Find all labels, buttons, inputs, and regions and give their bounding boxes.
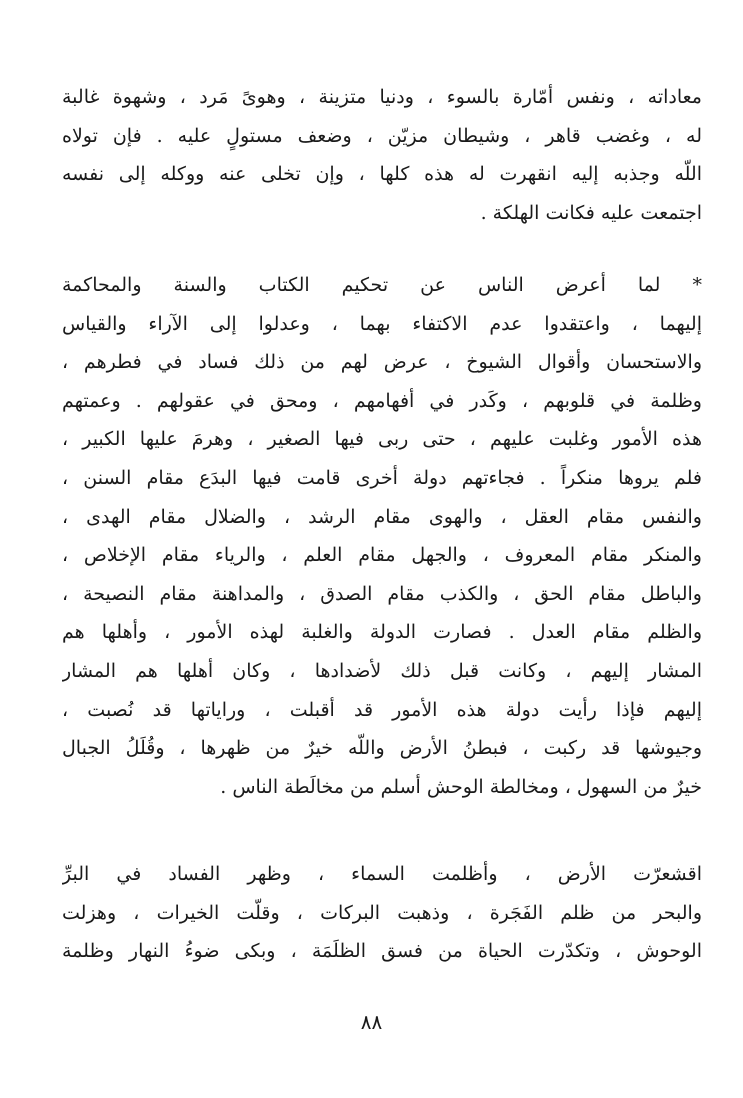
text-line: والمنكر مقام المعروف ، والجهل مقام العلم ، والرياء مقام الإخلاص ، <box>62 544 702 567</box>
text-line: إليهما ، واعتقدوا عدم الاكتفاء بهما ، وعدلوا إلى الآراء والقياس <box>62 312 702 335</box>
text-line: فلم يروها منكراً . فجاءتهم دولة أخرى قامت فيها البدَع مقام السنن ، <box>62 466 702 489</box>
text-line: والاستحسان وأقوال الشيوخ ، عرض لهم من ذلك فساد في فطرهم ، <box>62 351 702 374</box>
text-line: المشار إليهم ، وكانت قبل ذلك لأضدادها ، وكان أهلها هم المشار <box>62 659 702 682</box>
text-line: هذه الأمور وغلبت عليهم ، حتى ربى فيها الصغير ، وهرمَ عليها الكبير ، <box>62 428 702 451</box>
text-line: والنفس مقام العقل ، والهوى مقام الرشد ، والضلال مقام الهدى ، <box>62 505 702 528</box>
text-line: خيرٌ من السهول ، ومخالطة الوحش أسلم من مخالَطة الناس . <box>220 775 702 798</box>
text-line: وظلمة في قلوبهم ، وكَدر في أفهامهم ، ومحق في عقولهم . وعمتهم <box>62 389 702 412</box>
text-line: اجتمعت عليه فكانت الهلكة . <box>480 201 702 224</box>
text-line: له ، وغضب قاهر ، وشيطان مزيّن ، وضعف مستولٍ عليه . فإن تولاه <box>62 124 702 147</box>
text-line: اقشعرّت الأرض ، وأظلمت السماء ، وظهر الفساد في البرِّ <box>62 863 702 885</box>
paragraph-2 <box>62 266 702 806</box>
text-line: اللّه وجذبه إليه انقهرت له هذه كلها ، وإن تخلى عنه ووكله إلى نفسه <box>62 163 702 186</box>
text-line: معاداته ، ونفس أمّارة بالسوء ، ودنيا متزينة ، وهوىً مَرد ، وشهوة غالبة <box>62 86 702 108</box>
paragraph-3 <box>62 855 702 971</box>
text-line: والباطل مقام الحق ، والكذب مقام الصدق ، والمداهنة مقام النصيحة ، <box>62 582 702 605</box>
text-line: * لما أعرض الناس عن تحكيم الكتاب والسنة والمحاكمة <box>62 274 702 296</box>
text-line: الوحوش ، وتكدّرت الحياة من فسق الظلَمَة ، وبكى ضوءُ النهار وظلمة <box>62 940 702 963</box>
paragraph-1 <box>62 78 702 232</box>
page-number: ٨٨ <box>360 1010 383 1034</box>
text-line: والظلم مقام العدل . فصارت الدولة والغلبة لهذه الأمور ، وأهلها هم <box>62 621 702 644</box>
text-line: إليهم فإذا رأيت دولة هذه الأمور قد أقبلت ، وراياتها قد نُصبت ، <box>62 698 702 721</box>
text-line: والبحر من ظلم الفَجَرة ، وذهبت البركات ، وقلّت الخيرات ، وهزلت <box>62 901 702 924</box>
text-line: وجيوشها قد ركبت ، فبطنُ الأرض واللّه خيرٌ من ظهرها ، وقُلَلُ الجبال <box>62 737 702 760</box>
